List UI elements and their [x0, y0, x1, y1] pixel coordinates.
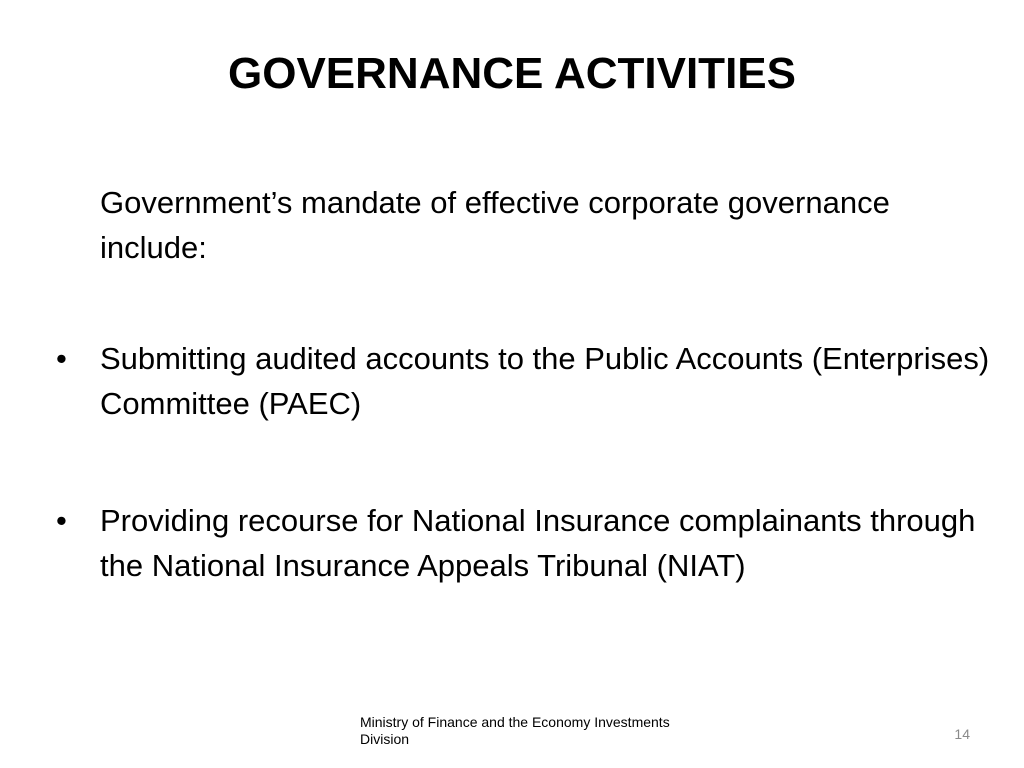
- intro-text: Government’s mandate of effective corporate governance include:: [100, 185, 890, 265]
- bullet-item: [56, 498, 1006, 588]
- bullet-list: [56, 336, 1006, 660]
- slide-title: GOVERNANCE ACTIVITIES: [228, 49, 796, 98]
- bullet-item: [56, 336, 1006, 426]
- page-number: 14: [954, 726, 970, 742]
- bullet-marker: •: [56, 503, 67, 538]
- bullet-marker: •: [56, 341, 67, 376]
- bullet-text: Submitting audited accounts to the Public Accounts (Enterprises) Committee (PAEC): [100, 341, 990, 421]
- bullet-text: Providing recourse for National Insurance complainants through the National Insurance Appeals Tribunal (NIAT): [100, 503, 976, 583]
- footer-text: Ministry of Finance and the Economy Investments Division: [360, 714, 670, 747]
